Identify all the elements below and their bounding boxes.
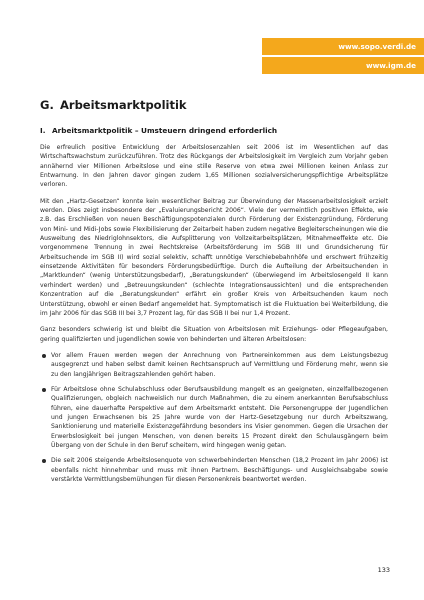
page-number: 133 (377, 566, 390, 574)
bullet-dot-icon (42, 354, 46, 358)
bullet-list (40, 351, 388, 484)
bullet-text: Für Arbeitslose ohne Schulabschluss oder Berufsausbildung mangelt es an geeigneten, einzelfallbezogenen Qualifizierungen, obgleich nachweislich nur durch Maßnahmen, die zu einem anerkannten Berufsabschluss führen, eine dauerhafte Perspektive auf dem Arbeitsmarkt entsteht. Die Personengruppe der Jugendlichen und jungen Erwachsenen bis 25 Jahre wurde von der Hartz-Gesetzgebung nur durch Arbeitszwang, Sanktionierung und materielle Existenzgefährdung besonders ins Visier genommen. Gegen die Ursachen der Erwerbslosigkeit bei jungen Menschen, von denen bereits 15 Prozent direkt den Schulausgängern beim Übergang von der Schule in den Beruf scheitern, wird hingegen wenig getan. (51, 385, 388, 449)
paragraph: Mit den „Hartz-Gesetzen“ konnte kein wesentlicher Beitrag zur Überwindung der Massenarbeitslosigkeit erzielt werden. Dies zeigt insbesondere der „Evaluierungsbericht 2006“. Viele der vermeintlich positiven Effekte, wie z.B. das Erschließen von neuen Beschäftigungspotenzialen durch Förderung der Existenzgründung, Förderung von Mini- und Midi-Jobs sowie Flexibilisierung der Zeitarbeit haben zudem negative Begleiterscheinungen wie die Ausweitung des Niedriglohnsektors, die Aufsplitterung von Vollzeitarbeitsplätzen, Mitnahmeeffekte etc. Die vorgenommene Trennung in zwei Rechtskreise (Arbeitsförderung im SGB III und Grundsicherung für Arbeitsuchende im SGB II) wird sozial selektiv, schafft unnötige Verschiebebahnhöfe und erschwert frühzeitig einsetzende Aktivitäten für besonders Förderungsbedürftige. Durch die Aufteilung der Arbeitsuchenden in „Marktkunden“ (wenig Unterstützungsbedarf), „Beratungskunden“ (überwiegend im Arbeitslosengeld II kann verhindert werden) und „Betreuungskunden“ (schlechte Integrationsaussichten) und die entsprechenden Konzentration auf die „Beratungskunden“ erfährt ein großer Kreis von Arbeitsuchenden kaum noch Unterstützung, obwohl er einen Bedarf angemeldet hat. Symptomatisch ist die Fluktuation bei Weiterbildung, die im Jahr 2006 für das SGB III bei 3,7 Prozent lag, für das SGB II bei nur 1,4 Prozent. (40, 197, 388, 317)
bullet-dot-icon (42, 459, 46, 463)
bullet-text: Die seit 2006 steigende Arbeitslosenquote von schwerbehinderten Menschen (18,2 Prozent im Jahr 2006) ist ebenfalls nicht hinnehmbar und muss mit ihnen Partnern. Beschäftigungs- und Ausgleichsabgabe sowie verstärkte Vermittlungsbemühungen für diesen Personenkreis beantwortet werden. (51, 457, 388, 483)
paragraph: Ganz besonders schwierig ist und bleibt die Situation von Arbeitslosen mit Erziehungs- oder Pflegeaufgaben, gering qualifizierten und jugendlichen sowie von behinderten und älteren Arbeitslosen: (40, 326, 388, 343)
bullet-dot-icon (42, 388, 46, 392)
bullet-text: Vor allem Frauen werden wegen der Anrechnung von Partnereinkommen aus dem Leistungsbezug ausgegrenzt und haben selbst damit keinen Rechtsanspruch auf Vermittlung und Förderung mehr, wenn sie zu den langjährigen Beitragszahlenden gehört haben. (51, 351, 388, 378)
bullet-item (40, 385, 388, 450)
chapter-heading (40, 98, 400, 112)
chapter-letter: G. (40, 98, 54, 112)
url-banner-igm[interactable]: www.igm.de (262, 57, 424, 74)
url-banner-sopo[interactable]: www.sopo.verdi.de (262, 38, 424, 55)
paragraph: Die erfreulich positive Entwicklung der Arbeitslosenzahlen seit 2006 ist im Wesentlichen auf das Wirtschaftswachstum zurückzuführen. Trotz des Rückgangs der Arbeitslosigkeit im Vergleich zum Vorjahr geben annähernd vier Millionen Arbeitslose und eine stille Reserve von etwa zwei Millionen keinen Anlass zur Entwarnung. In den Jahren davor gingen zudem 1,65 Millionen sozialversicherungspflichtige Arbeitsplätze verloren. (40, 144, 388, 189)
bullet-item (40, 456, 388, 484)
body-text (40, 143, 388, 490)
bullet-item (40, 351, 388, 379)
chapter-title: Arbeitsmarktpolitik (60, 98, 187, 112)
section-title: Arbeitsmarktpolitik – Umsteuern dringend erforderlich (52, 126, 278, 135)
section-heading (40, 126, 400, 136)
section-number: I. (40, 126, 46, 135)
